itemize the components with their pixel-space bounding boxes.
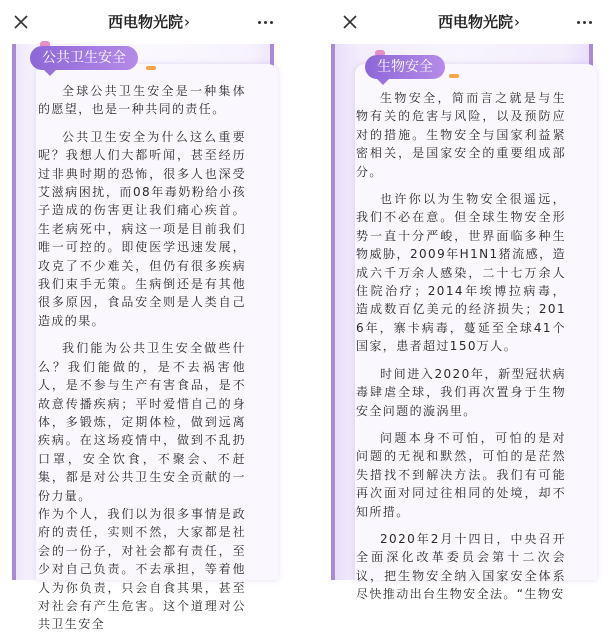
paragraph: 我们能为公共卫生安全做些什么？我们能做的，是不去祸害他人，是不参与生产有害食品，是不故意传播疾病；平时爱惜自己的身体，多锻炼，定期体检，做到远离疾病。在这场疫情中，做到不乱扔口罩，安全饮食，不聚会、不赶集，都是对公共卫生安全贡献的一份力量。 <box>38 341 246 503</box>
account-title: 西电物光院 <box>108 13 184 31</box>
badge-pointer <box>44 70 56 76</box>
paragraph: 全球公共卫生安全是一种集体的愿望，也是一种共同的责任。 <box>38 84 246 117</box>
article-content[interactable] <box>0 44 290 632</box>
top-bar <box>0 0 290 44</box>
account-title: 西电物光院 <box>438 13 514 31</box>
article-content[interactable] <box>317 44 607 602</box>
left-article-view <box>0 0 290 632</box>
account-title-button[interactable] <box>108 11 190 33</box>
paragraph: 时间进入2020年，新型冠状病毒肆虐全球，我们再次置身于生物安全问题的漩涡里。 <box>356 366 566 418</box>
paragraph: 生物安全，简而言之就是与生物有关的危害与风险，以及预防应对的措施。生物安全与国家利益紧密相关，是国家安全的重要组成部分。 <box>356 91 566 179</box>
more-icon <box>258 21 261 24</box>
paragraph: 也许你以为生物安全很遥远，我们不必在意。但全球生物安全形势一直十分严峻，世界面临多种生物威胁，2009年H1N1猪流感，造成六千万余人感染，二十七万余人住院治疗；2014年埃博拉病毒，造成数百亿美元的经济损失；2016年，寨卡病毒，蔓延至全球41个国家，患者超过150万人。 <box>356 192 566 354</box>
paragraph: 问题本身不可怕，可怕的是对问题的无视和默然，可怕的是茫然失措找不到解决方法。我们有可能再次面对同过往相同的处境，却不知所措。 <box>356 430 566 519</box>
close-icon <box>343 15 357 29</box>
paragraph: 公共卫生安全为什么这么重要呢？我想人们大都听闻，甚至经历过非典时期的恐怖，很多人也深受艾滋病困扰，而08年毒奶粉给小孩子造成的伤害更让我们痛心疾首。生老病死中，病这一项是目前我们唯一可控的。即使医学迅速发展，攻克了不少难关，但仍有很多疾病我们束手无策。生病倒还是有其他很多原因，食品安全则是人类自己造成的果。 <box>38 129 246 328</box>
account-title-button[interactable] <box>438 11 520 33</box>
chevron-right-icon: › <box>184 13 191 31</box>
paragraph: 2020年2月十四日，中央召开全面深化改革委员会第十二次会议，把生物安全纳入国家安全体系尽快推动出台生物安全法。“生物安 <box>356 531 566 602</box>
more-button[interactable] <box>571 10 601 34</box>
right-article-view <box>317 0 607 602</box>
article-body <box>356 89 566 604</box>
section-badge: 生物安全 <box>365 55 445 79</box>
top-bar <box>317 0 607 44</box>
close-button[interactable] <box>335 7 365 37</box>
badge-pointer <box>377 79 389 85</box>
badge-decoration <box>449 74 459 78</box>
chevron-right-icon: › <box>514 13 521 31</box>
article-body <box>38 82 246 634</box>
close-icon <box>14 15 28 29</box>
more-icon <box>577 21 580 24</box>
close-button[interactable] <box>6 7 36 37</box>
badge-decoration <box>146 66 156 70</box>
more-button[interactable] <box>252 10 282 34</box>
paragraph: 作为个人，我们以为很多事情是政府的责任，实则不然，大家都是社会的一份子，对社会都有责任，至少对自己负责。不去承担，等着他人为你负责，只会自食其果，甚至对社会有产生危害。这个道理对公共卫生安全 <box>38 506 246 632</box>
section-badge: 公共卫生安全 <box>30 46 138 70</box>
